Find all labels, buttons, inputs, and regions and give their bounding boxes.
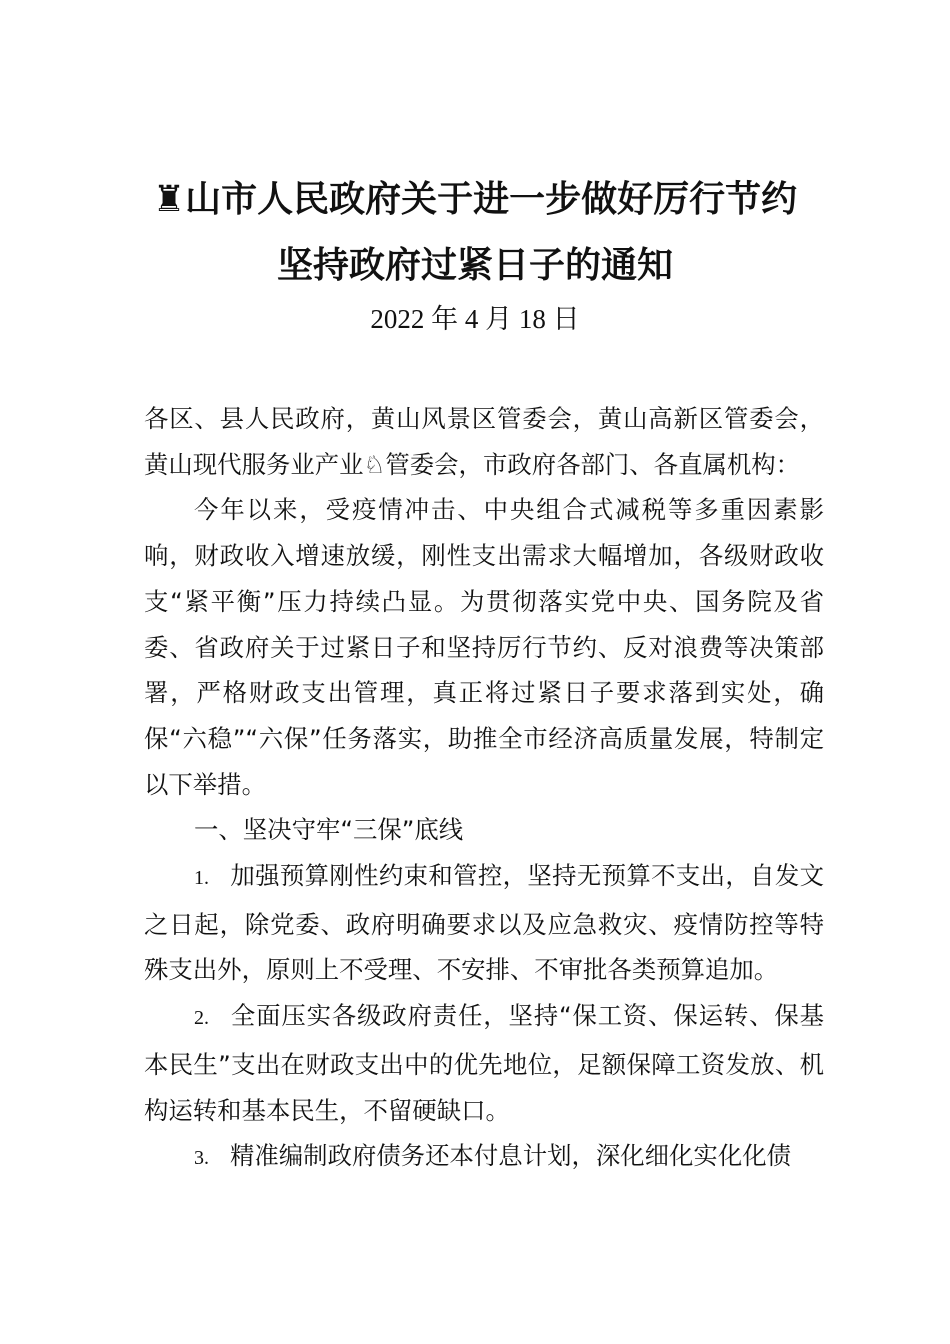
intro-paragraph: 今年以来，受疫情冲击、中央组合式减税等多重因素影响，财政收入增速放缓，刚性支出需求大幅增加，各级财政收支“紧平衡”压力持续凸显。为贯彻落实党中央、国务院及省委、省政府关于过紧日子和坚持厉行节约、反对浪费等决策部署，严格财政支出管理，真正将过紧日子要求落到实处，确保“六稳”“六保”任务落实，助推全市经济高质量发展，特制定以下举措。 (144, 495, 824, 799)
section-1-heading: 一、坚决守牢“三保”底线 (194, 815, 464, 845)
list-item-text: 全面压实各级政府责任，坚持“保工资、保运转、保基本民生”支出在财政支出中的优先地位，足额保障工资发放、机构运转和基本民生，不留硬缺口。 (144, 1001, 824, 1125)
list-item (144, 1133, 824, 1182)
list-item-number: 1. (194, 867, 209, 890)
list-item-text: 精准编制政府债务还本付息计划，深化细化实化化债 (230, 1141, 791, 1171)
list-item-number: 3. (194, 1147, 209, 1170)
document-body (144, 396, 824, 1182)
document-title-line-2: 坚持政府过紧日子的通知 (276, 245, 673, 286)
addressees-paragraph: 各区、县人民政府，黄山风景区管委会，黄山高新区管委会，黄山现代服务业产业♘管委会，市政府各部门、各直属机构： (144, 404, 824, 479)
document-date: 2022 年 4 月 18 日 (370, 304, 580, 334)
list-item (144, 993, 824, 1133)
list-item-text: 加强预算刚性约束和管控，坚持无预算不支出，自发文之日起，除党委、政府明确要求以及应急救灾、疫情防控等特殊支出外，原则上不受理、不安排、不审批各类预算追加。 (144, 861, 824, 985)
list-item (144, 853, 824, 993)
list-item-number: 2. (194, 1007, 209, 1030)
document-title-line-1: ♜山市人民政府关于进一步做好厉行节约 (152, 179, 798, 220)
